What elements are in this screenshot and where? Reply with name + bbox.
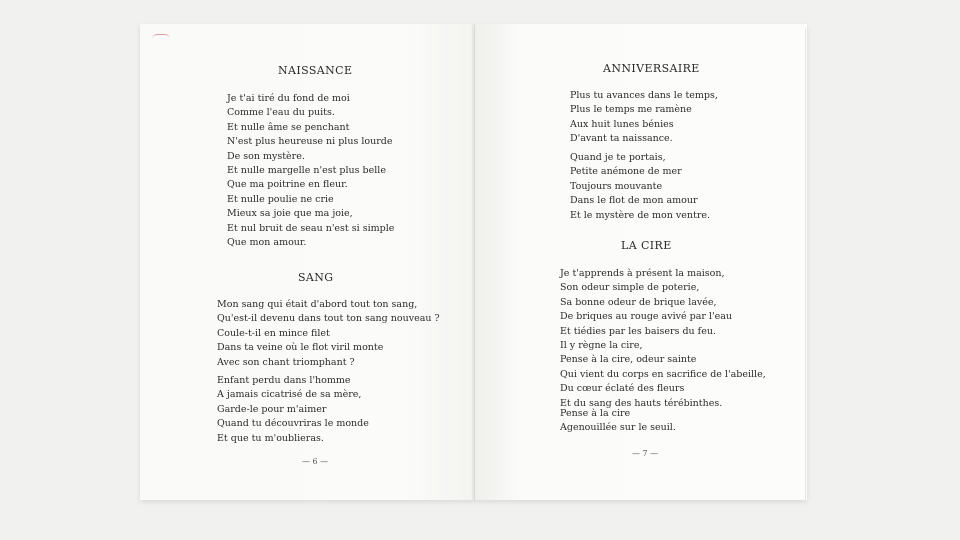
poem-line: Aux huit lunes bénies — [570, 118, 674, 130]
poem-line: Et nul bruit de seau n'est si simple — [227, 222, 395, 234]
poem-line: Sa bonne odeur de brique lavée, — [560, 296, 717, 308]
naissance-stanza-1 — [227, 92, 394, 250]
page-number: — 7 — — [632, 449, 659, 458]
poem-line: Et nulle âme se penchant — [227, 121, 350, 133]
poem-line: Qui vient du corps en sacrifice de l'abeille, — [560, 368, 766, 380]
pencil-mark — [152, 34, 170, 39]
poem-line: Qu'est-il devenu dans tout ton sang nouveau ? — [217, 313, 440, 325]
poem-line: Il y règne la cire, — [560, 340, 643, 352]
poem-line: De briques au rouge avivé par l'eau — [560, 311, 732, 323]
poem-line: Pense à la cire — [560, 408, 631, 419]
poem-line: Pense à la cire, odeur sainte — [560, 354, 697, 366]
poem-title-naissance: NAISSANCE — [278, 64, 353, 77]
poem-line: Toujours mouvante — [570, 180, 663, 192]
poem-line: Dans le flot de mon amour — [570, 195, 698, 207]
poem-line: Comme l'eau du puits. — [227, 107, 335, 119]
page-number: — 6 — — [302, 457, 329, 466]
poem-line: Que mon amour. — [227, 237, 307, 249]
poem-title-anniversaire: ANNIVERSAIRE — [603, 62, 700, 75]
poem-line: Du cœur éclaté des fleurs — [560, 383, 685, 395]
poem-line: Enfant perdu dans l'homme — [217, 375, 351, 386]
poem-line: Et le mystère de mon ventre. — [570, 209, 711, 221]
poem-line: Quand tu découvriras le monde — [217, 418, 369, 430]
poem-line: Plus le temps me ramène — [570, 104, 692, 116]
poem-line: Et nulle margelle n'est plus belle — [227, 165, 386, 177]
poem-line: Et du sang des hauts térébinthes. — [560, 397, 723, 409]
poem-line: Que ma poitrine en fleur. — [227, 179, 348, 191]
poem-line: Je t'ai tiré du fond de moi — [227, 93, 350, 104]
underlying-sheet-edge — [608, 28, 806, 500]
poem-line: Son odeur simple de poterie, — [560, 282, 700, 294]
poem-line: Mon sang qui était d'abord tout ton sang, — [217, 299, 418, 310]
poem-line: Quand je te portais, — [570, 152, 666, 163]
poem-line: Et tiédies par les baisers du feu. — [560, 325, 716, 337]
poem-title-la-cire: LA CIRE — [621, 239, 672, 252]
poem-line: N'est plus heureuse ni plus lourde — [227, 136, 393, 148]
poem-line: Dans ta veine où le flot viril monte — [217, 342, 384, 354]
open-booklet — [140, 24, 807, 500]
poem-line: Plus tu avances dans le temps, — [570, 90, 718, 101]
poem-title-sang: SANG — [298, 271, 334, 284]
poem-line: D'avant ta naissance. — [570, 133, 673, 145]
poem-line: Je t'apprends à présent la maison, — [560, 268, 725, 279]
poem-line: Mieux sa joie que ma joie, — [227, 208, 353, 220]
poem-line: Et que tu m'oublieras. — [217, 432, 324, 444]
poem-line: De son mystère. — [227, 150, 305, 162]
sang-stanza-1 — [217, 298, 440, 370]
poem-line: Petite anémone de mer — [570, 166, 682, 178]
poem-line: Coule-t-il en mince filet — [217, 327, 330, 339]
poem-line: Et nulle poulie ne crie — [227, 193, 334, 205]
poem-line: Avec son chant triomphant ? — [217, 356, 355, 368]
left-page — [140, 24, 475, 500]
sang-stanza-2 — [217, 374, 369, 446]
poem-line: A jamais cicatrisé de sa mère, — [217, 389, 362, 401]
poem-line: Agenouillée sur le seuil. — [560, 422, 676, 434]
poem-line: Garde-le pour m'aimer — [217, 403, 327, 415]
